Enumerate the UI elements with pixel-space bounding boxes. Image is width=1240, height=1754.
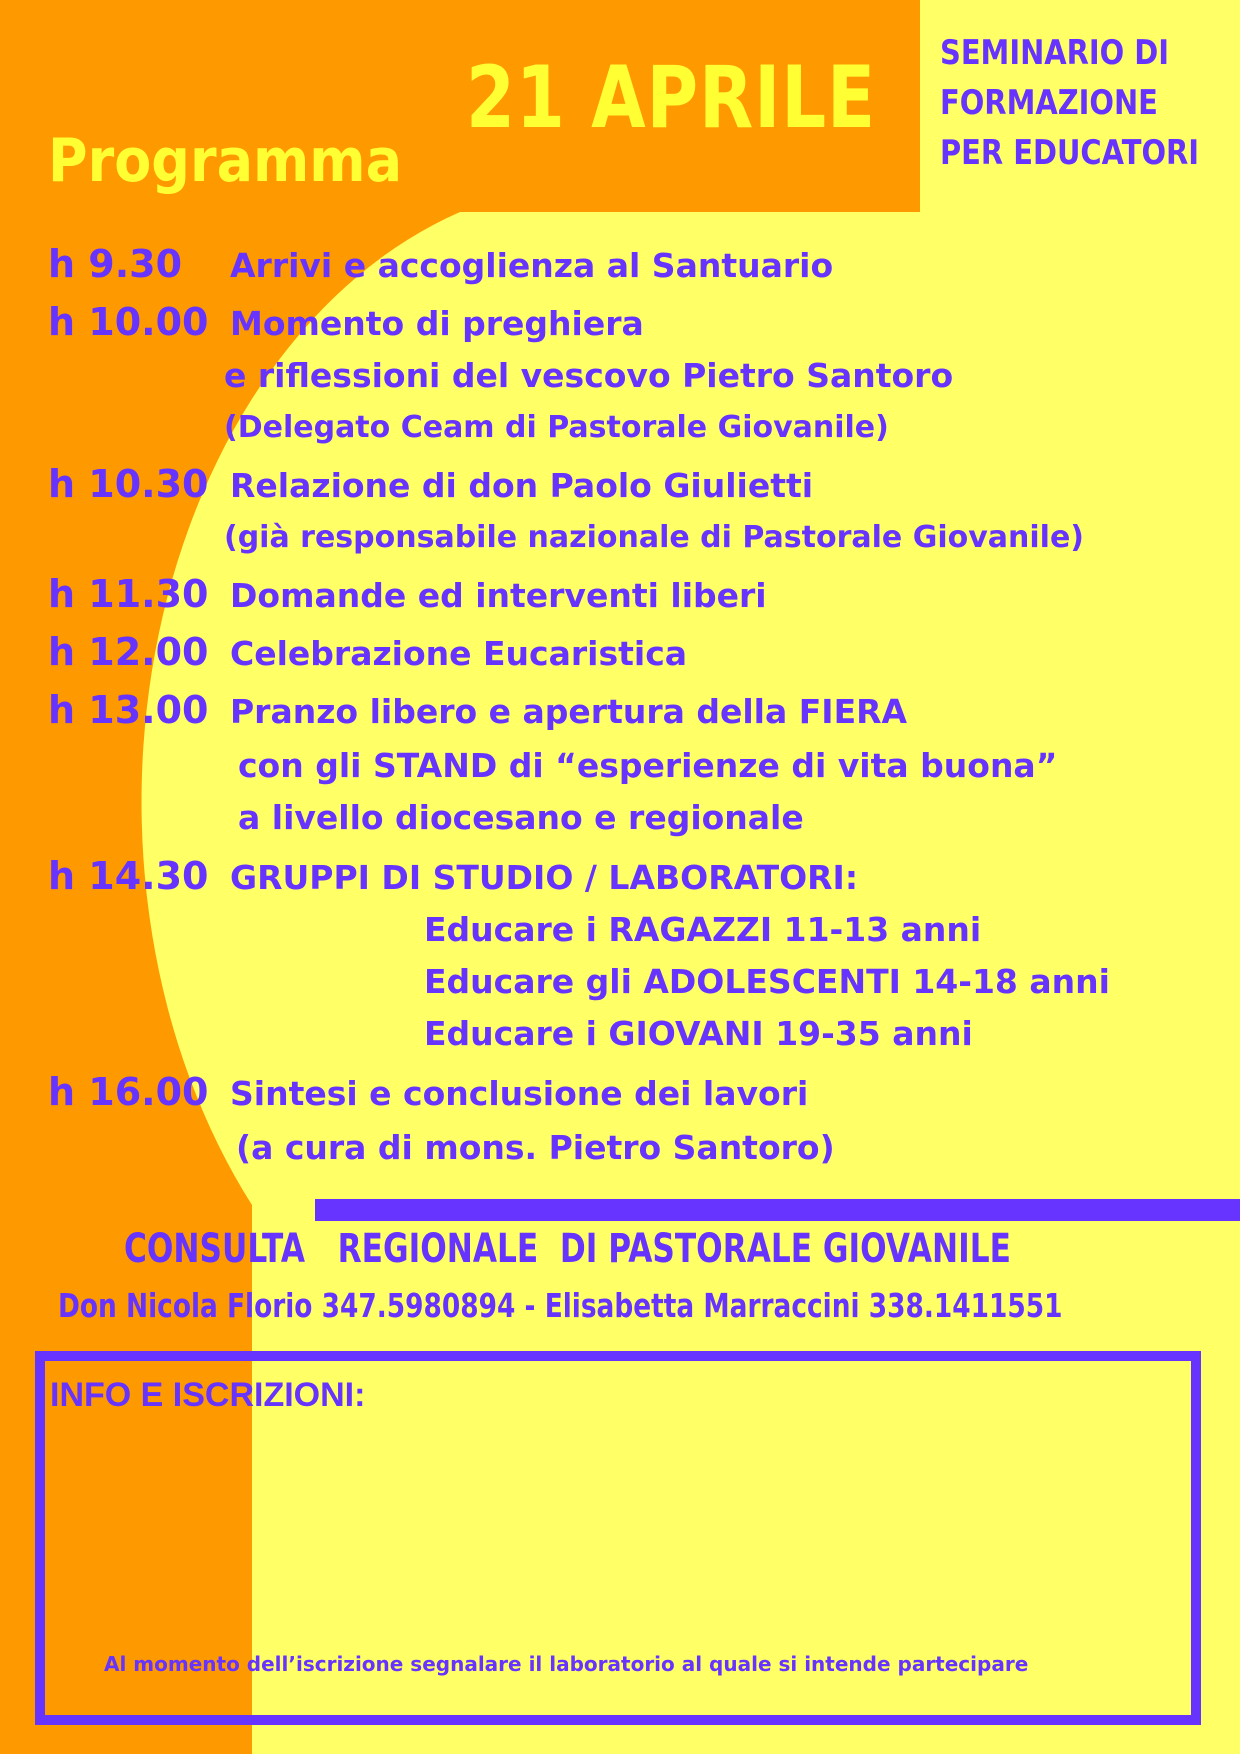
workshop-item: Educare i GIOVANI 19-35 anni: [424, 1014, 973, 1053]
schedule-item: [48, 464, 208, 506]
schedule-text: Arrivi e accoglienza al Santuario: [230, 246, 834, 285]
seminar-line: PER EDUCATORI: [940, 133, 1200, 173]
schedule-time: h 11.30: [48, 572, 209, 616]
schedule-time: h 9.30: [48, 242, 183, 286]
registration-note: Al momento dell’iscrizione segnalare il laboratorio al quale si intende partecipare: [104, 1652, 1029, 1676]
schedule-item: [48, 1072, 208, 1114]
schedule-time: h 12.00: [48, 630, 209, 674]
schedule-text: (già responsabile nazionale di Pastorale Giovanile): [224, 520, 1085, 555]
schedule-time: h 16.00: [48, 1070, 209, 1114]
seminar-line: SEMINARIO DI: [940, 33, 1170, 73]
schedule-item: [48, 244, 182, 286]
schedule-text: Relazione di don Paolo Giulietti: [230, 466, 814, 505]
schedule-text: (a cura di mons. Pietro Santoro): [236, 1128, 835, 1167]
divider-bar: [315, 1199, 1240, 1221]
program-title: Programma: [48, 126, 403, 196]
workshop-item: Educare i RAGAZZI 11-13 anni: [424, 910, 982, 949]
event-date: 21 APRILE: [466, 48, 876, 148]
schedule-text: a livello diocesano e regionale: [238, 798, 804, 837]
schedule-text: Momento di preghiera: [230, 304, 644, 343]
schedule-item: [48, 690, 208, 732]
seminar-line: FORMAZIONE: [940, 83, 1158, 123]
schedule-text: e riflessioni del vescovo Pietro Santoro: [224, 356, 954, 395]
schedule-time: h 10.30: [48, 462, 209, 506]
schedule-item: [48, 632, 208, 674]
organization-name: CONSULTA REGIONALE DI PASTORALE GIOVANILE: [124, 1226, 1011, 1272]
schedule-item: [48, 856, 208, 898]
contacts-line: Don Nicola Florio 347.5980894 - Elisabetta Marraccini 338.1411551: [58, 1286, 1063, 1325]
schedule-text: (Delegato Ceam di Pastorale Giovanile): [224, 410, 889, 445]
schedule-text: Celebrazione Eucaristica: [230, 634, 688, 673]
schedule-time: h 14.30: [48, 854, 209, 898]
schedule-item: [48, 574, 208, 616]
info-title: INFO E ISCRIZIONI:: [50, 1376, 366, 1414]
schedule-time: h 13.00: [48, 688, 209, 732]
workshop-item: Educare gli ADOLESCENTI 14-18 anni: [424, 962, 1110, 1001]
seminar-title: [940, 28, 1199, 178]
schedule-text: GRUPPI DI STUDIO / LABORATORI:: [230, 858, 859, 897]
schedule-text: Domande ed interventi liberi: [230, 576, 767, 615]
schedule-text: Sintesi e conclusione dei lavori: [230, 1074, 809, 1113]
schedule-text: Pranzo libero e apertura della FIERA: [230, 692, 908, 731]
schedule-text: con gli STAND di “esperienze di vita buona”: [238, 746, 1058, 785]
schedule-item: [48, 302, 208, 344]
schedule-time: h 10.00: [48, 300, 209, 344]
